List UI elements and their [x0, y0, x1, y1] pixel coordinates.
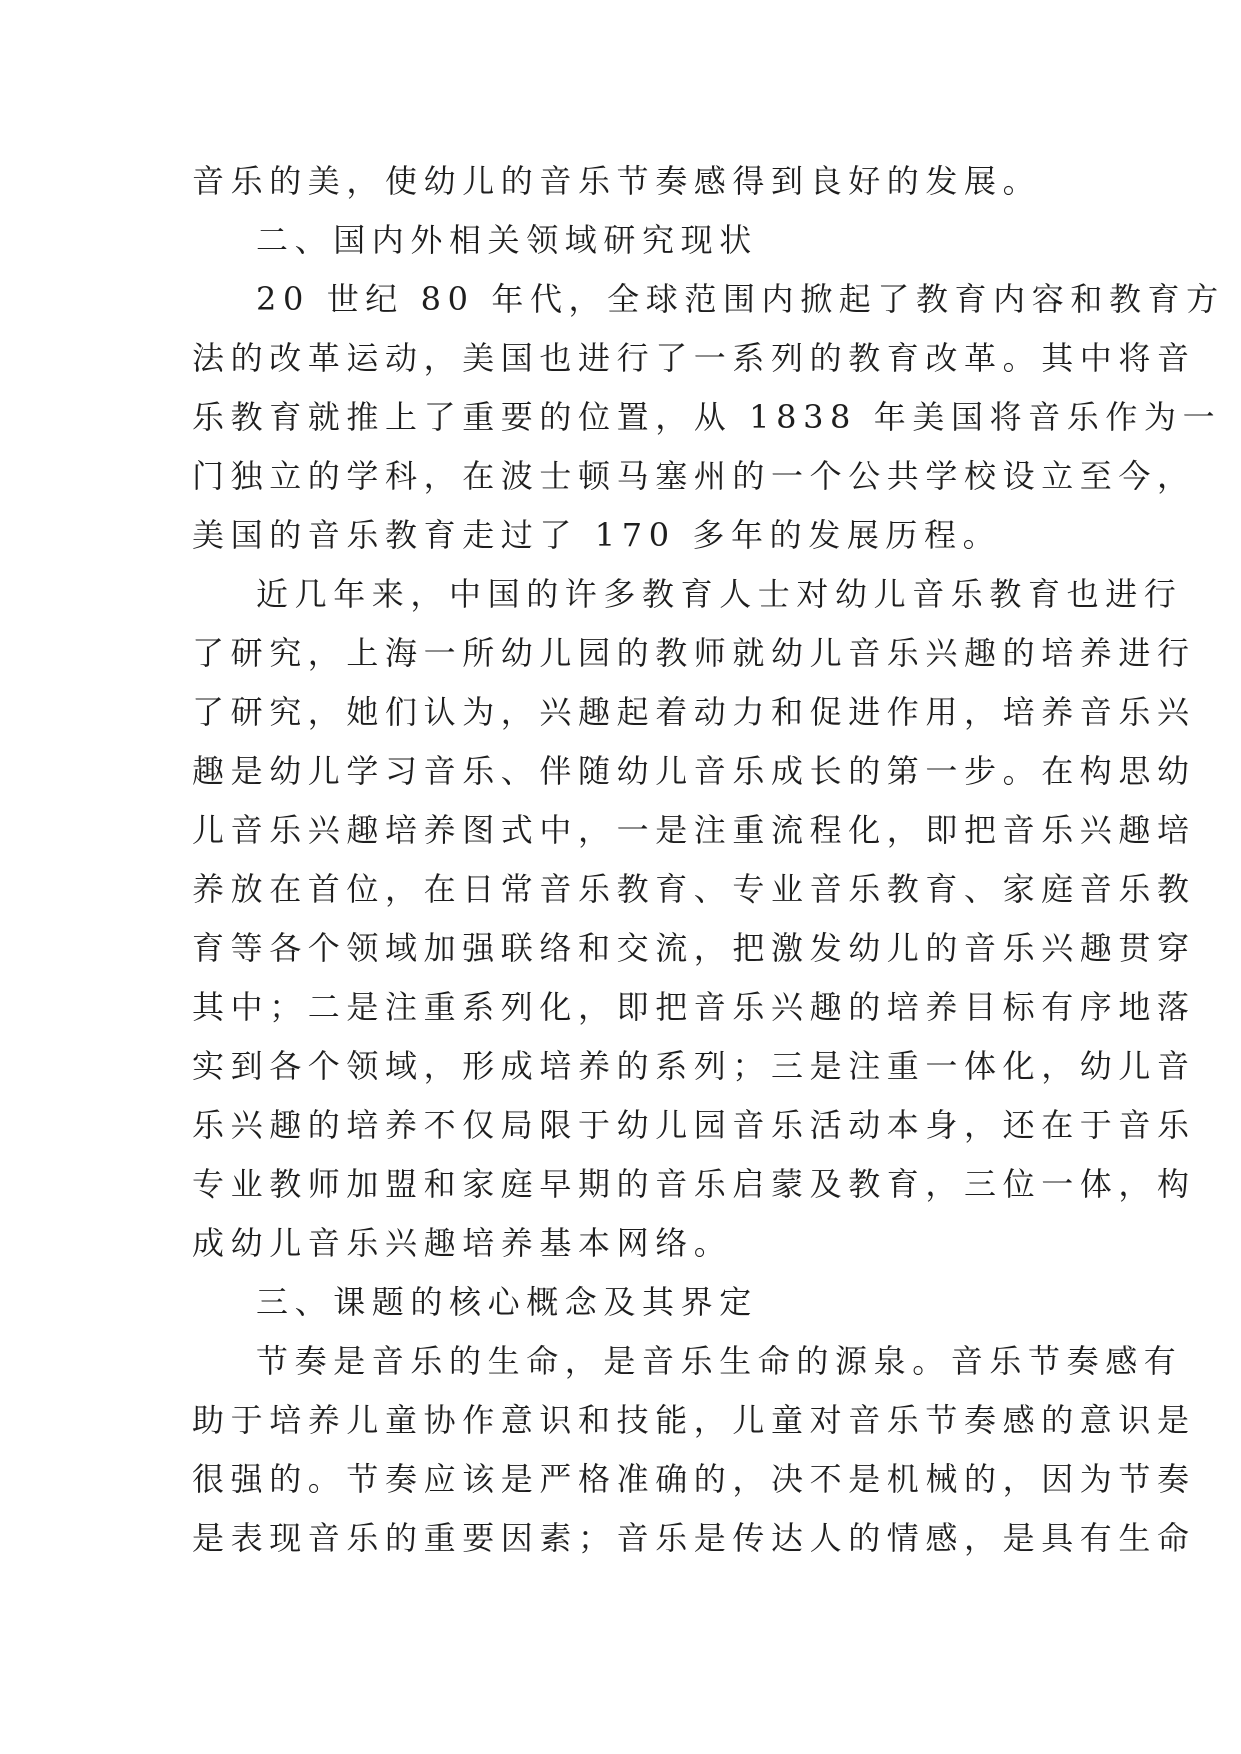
- text-line: 音乐的美，使幼儿的音乐节奏感得到良好的发展。: [192, 162, 1042, 200]
- section-heading: 二、国内外相关领域研究现状: [256, 221, 758, 259]
- text-line: 是表现音乐的重要因素；音乐是传达人的情感，是具有生命: [192, 1519, 1196, 1557]
- text-line: 法的改革运动，美国也进行了一系列的教育改革。其中将音: [192, 339, 1196, 377]
- text-line: 了研究，上海一所幼儿园的教师就幼儿音乐兴趣的培养进行: [192, 634, 1196, 672]
- text-line: 美国的音乐教育走过了 170 多年的发展历程。: [192, 516, 1002, 554]
- text-line: 乐兴趣的培养不仅局限于幼儿园音乐活动本身，还在于音乐: [192, 1106, 1196, 1144]
- text-line: 其中；二是注重系列化，即把音乐兴趣的培养目标有序地落: [192, 988, 1196, 1026]
- text-line: 趣是幼儿学习音乐、伴随幼儿音乐成长的第一步。在构思幼: [192, 752, 1196, 790]
- text-line: 儿音乐兴趣培养图式中，一是注重流程化，即把音乐兴趣培: [192, 811, 1196, 849]
- text-line: 成幼儿音乐兴趣培养基本网络。: [192, 1224, 733, 1262]
- text-line: 20 世纪 80 年代，全球范围内掀起了教育内容和教育方: [256, 280, 1225, 318]
- text-line: 乐教育就推上了重要的位置，从 1838 年美国将音乐作为一: [192, 398, 1222, 436]
- document-body: [192, 152, 1225, 1568]
- section-heading: 三、课题的核心概念及其界定: [256, 1283, 758, 1321]
- text-line: 专业教师加盟和家庭早期的音乐启蒙及教育，三位一体，构: [192, 1165, 1196, 1203]
- text-line: 了研究，她们认为，兴趣起着动力和促进作用，培养音乐兴: [192, 693, 1196, 731]
- text-line: 养放在首位，在日常音乐教育、专业音乐教育、家庭音乐教: [192, 870, 1196, 908]
- text-line: 近几年来，中国的许多教育人士对幼儿音乐教育也进行: [256, 575, 1183, 613]
- text-line: 门独立的学科，在波士顿马塞州的一个公共学校设立至今，: [192, 457, 1196, 495]
- text-line: 育等各个领域加强联络和交流，把激发幼儿的音乐兴趣贯穿: [192, 929, 1196, 967]
- text-line: 很强的。节奏应该是严格准确的，决不是机械的，因为节奏: [192, 1460, 1196, 1498]
- text-line: 实到各个领域，形成培养的系列；三是注重一体化，幼儿音: [192, 1047, 1196, 1085]
- text-line: 节奏是音乐的生命，是音乐生命的源泉。音乐节奏感有: [256, 1342, 1183, 1380]
- text-line: 助于培养儿童协作意识和技能，儿童对音乐节奏感的意识是: [192, 1401, 1196, 1439]
